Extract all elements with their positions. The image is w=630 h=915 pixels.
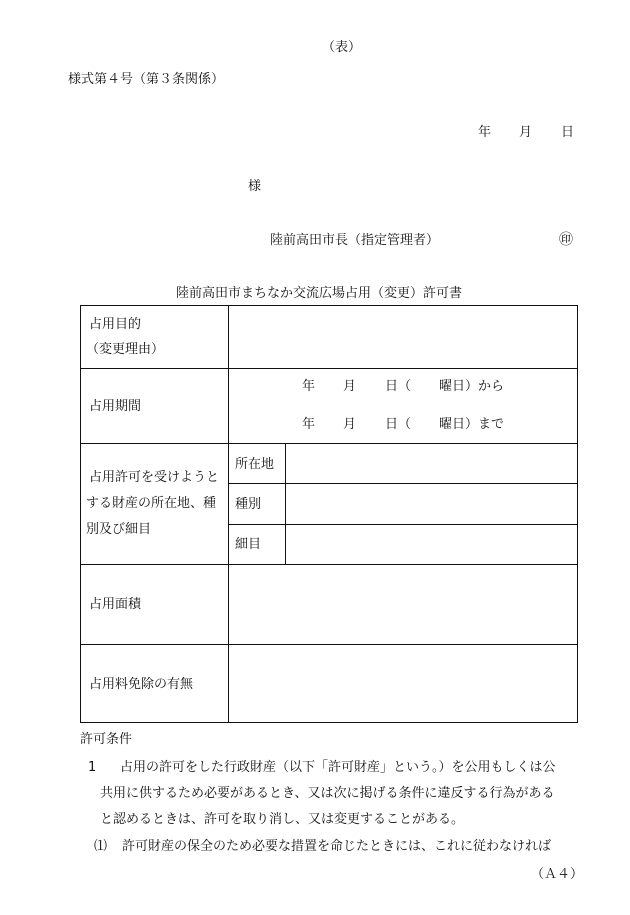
period-end-year: 年 [302, 417, 316, 432]
form-number: 様式第４号（第３条関係） [68, 72, 225, 87]
issuer-name: 陸前高田市長（指定管理者） [270, 233, 440, 248]
seal-mark: ㊞ [559, 232, 573, 248]
detail-label: 細目 [235, 537, 262, 552]
location-label: 所在地 [235, 457, 275, 472]
document-title: 陸前高田市まちなか交流広場占用（変更）許可書 [176, 286, 463, 301]
condition-1-sub1-line1: 許可財産の保全のため必要な措置を命じたときには、これに従わなければ [122, 839, 552, 854]
detail-value[interactable] [286, 525, 576, 563]
type-value[interactable] [286, 484, 576, 523]
permit-table [80, 305, 578, 723]
row-divider [81, 368, 577, 369]
condition-1-sub1-number: ⑴ [94, 839, 108, 854]
fee-exemption-label: 占用料免除の有無 [89, 677, 194, 692]
side-label: （表） [322, 40, 362, 55]
purpose-value[interactable] [229, 307, 576, 367]
property-label-line3: 別及び細目 [86, 522, 152, 537]
purpose-sub-label: （変更理由） [86, 342, 165, 357]
period-end-day: 日（ [385, 417, 412, 432]
condition-1-line3: と認めるときは、許可を取り消し、又は変更することがある。 [100, 812, 465, 827]
period-start-day: 日（ [385, 379, 412, 394]
purpose-label: 占用目的 [89, 317, 142, 332]
area-label: 占用面積 [89, 597, 142, 612]
property-label-line2: する財産の所在地、種 [86, 496, 217, 511]
paper-size-label: （Ａ４） [531, 867, 584, 882]
period-end-month: 月 [343, 417, 357, 432]
conditions-heading: 許可条件 [80, 732, 133, 747]
condition-1-line1: 占用の許可をした行政財産（以下「許可財産」という。）を公用もしくは公 [120, 760, 556, 775]
period-label: 占用期間 [89, 399, 142, 414]
location-value[interactable] [286, 444, 576, 483]
addressee-suffix: 様 [248, 179, 262, 194]
condition-1-line2: 共用に供するため必要があるとき、又は次に掲げる条件に違反する行為がある [100, 786, 555, 801]
date-year: 年 [478, 125, 492, 140]
period-end-weekday: 曜日）まで [439, 417, 505, 432]
date-day: 日 [561, 125, 575, 140]
date-month: 月 [519, 125, 533, 140]
fee-exemption-value[interactable] [229, 645, 576, 721]
property-label-line1: 占用許可を受けようと [89, 470, 220, 485]
condition-1-number: 1 [88, 760, 97, 775]
area-value[interactable] [229, 565, 576, 643]
period-start-month: 月 [343, 379, 357, 394]
period-start-weekday: 曜日）から [439, 379, 505, 394]
type-label: 種別 [235, 497, 262, 512]
period-start-year: 年 [302, 379, 316, 394]
